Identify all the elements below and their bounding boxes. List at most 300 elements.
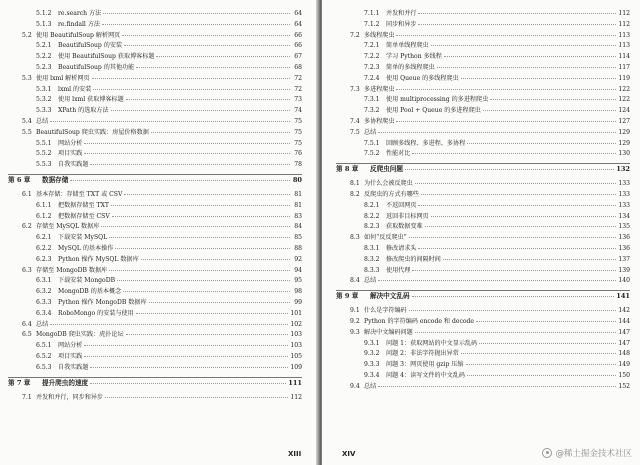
dot-leader: [156, 56, 290, 57]
toc-entry: [36, 234, 302, 242]
toc-entry-page: 84: [294, 223, 302, 231]
dot-leader: [412, 270, 616, 271]
toc-entry-page: 98: [294, 288, 302, 296]
dot-leader: [126, 99, 290, 100]
toc-entry-page: 148: [618, 350, 630, 358]
toc-entry-title: 多线程爬虫: [364, 31, 395, 39]
toc-entry-page: 102: [290, 320, 302, 328]
toc-entry-number: 9.4: [350, 382, 360, 390]
dot-leader: [50, 324, 288, 325]
dot-leader: [109, 270, 290, 271]
dot-leader: [396, 35, 616, 36]
toc-entry-title: 总结: [36, 320, 49, 328]
toc-entry-title: lxml 的安装: [58, 85, 92, 93]
toc-entry-page: 133: [618, 180, 630, 188]
toc-entry: [36, 202, 302, 210]
toc-entry-page: 133: [618, 201, 630, 209]
toc-entry-page: 75: [294, 128, 302, 136]
toc-entry-number: 7.2: [350, 31, 360, 39]
toc-entry-title: 项目实践: [58, 353, 83, 360]
toc-entry-number: 7.5.1: [364, 139, 380, 147]
dot-leader: [101, 226, 290, 227]
dot-leader: [151, 132, 290, 133]
page-folio-right: XIV: [342, 450, 356, 458]
toc-entry-number: 8.3.1: [364, 245, 380, 252]
dot-leader: [112, 216, 290, 217]
dot-leader: [122, 35, 290, 36]
toc-entry-number: 8.2.1: [364, 201, 380, 209]
toc-entry-number: 9.3: [350, 328, 360, 336]
toc-entry-page: 144: [618, 318, 630, 325]
toc-entry-title: 数据存储: [42, 176, 69, 184]
dot-leader: [466, 364, 617, 365]
toc-entry-number: 8.2.2: [364, 212, 380, 220]
toc-entry-title: 反爬虫问题: [370, 165, 403, 174]
dot-leader: [117, 280, 290, 281]
dot-leader: [409, 237, 617, 238]
toc-entry-title: BeautifulSoup 的其他功能: [58, 64, 135, 71]
dot-leader: [425, 226, 617, 227]
dot-leader: [479, 343, 616, 344]
toc-entry-page: 147: [618, 339, 630, 347]
right-page: [322, 0, 640, 465]
toc-entry: [36, 288, 302, 296]
toc-entry-title: 使用 lxml 解析网页: [36, 74, 90, 82]
toc-entry-page: 139: [618, 266, 630, 274]
toc-entry-number: 7.3.1: [364, 96, 380, 104]
dot-leader: [92, 78, 290, 79]
toc-entry: [336, 292, 630, 300]
toc-entry-page: 122: [618, 96, 630, 104]
dot-leader: [418, 13, 616, 14]
toc-entry-page: 113: [618, 31, 630, 39]
toc-entry-title: 把数据存储至 TXT: [58, 201, 109, 209]
toc-entry-page: 122: [618, 85, 630, 93]
toc-entry: [36, 53, 302, 61]
toc-entry-number: 9.3.4: [364, 372, 380, 379]
toc-entry: [364, 340, 630, 348]
toc-entry-number: 7.2.2: [364, 53, 380, 61]
toc-entry-number: 第 7 章: [8, 378, 31, 387]
toc-entry-number: 5.3.2: [36, 96, 52, 104]
toc-entry-title: 自我实践题: [58, 363, 89, 371]
toc-entry-page: 147: [618, 328, 630, 336]
toc-entry: [22, 191, 302, 199]
dot-leader: [90, 367, 288, 368]
dot-leader: [415, 183, 617, 184]
toc-entry-page: 95: [294, 277, 302, 285]
dot-leader: [431, 45, 617, 46]
toc-entry-number: 6.3: [22, 266, 32, 274]
toc-entry: [350, 383, 630, 391]
toc-entry-page: 64: [294, 20, 302, 28]
toc-entry: [350, 277, 630, 285]
toc-entry: [22, 267, 302, 275]
toc-entry-title: 问题 1：获取网站的中文显示乱码: [386, 339, 478, 347]
toc-entry-number: 5.2.1: [36, 42, 52, 50]
toc-entry-page: 136: [618, 234, 630, 242]
toc-entry-page: 72: [294, 85, 302, 93]
dot-leader: [476, 321, 616, 322]
toc-entry-number: 7.5: [350, 128, 360, 136]
toc-entry-page: 72: [294, 74, 302, 82]
toc-entry: [364, 42, 630, 50]
toc-entry-page: 109: [290, 363, 302, 371]
toc-entry: [22, 75, 302, 83]
toc-entry-page: 105: [290, 353, 302, 360]
toc-entry: [350, 129, 630, 137]
toc-entry-title: 回顾多线程、多进程、多协程: [386, 139, 466, 147]
toc-entry: [364, 10, 630, 18]
toc-entry-number: 8.2.3: [364, 223, 380, 231]
toc-entry-page: 129: [618, 139, 630, 147]
dot-leader: [102, 24, 290, 25]
toc-entry-number: 8.2: [350, 191, 360, 198]
toc-entry-number: 7.2.1: [364, 42, 380, 50]
toc-entry-page: 76: [294, 150, 302, 158]
dot-leader: [378, 132, 616, 133]
toc-entry-title: Python 操作 MySQL 数据库: [58, 255, 139, 263]
toc-entry: [364, 53, 630, 61]
toc-entry-title: 使用 Queue 的多线程爬虫: [386, 74, 459, 82]
toc-entry: [350, 329, 630, 337]
toc-entry-number: 7.2.4: [364, 74, 380, 82]
toc-entry-number: 7.3.2: [364, 107, 380, 115]
toc-entry: [22, 321, 302, 329]
toc-entry: [22, 223, 302, 231]
toc-entry: [336, 165, 630, 173]
dot-leader: [412, 296, 615, 297]
toc-entry: [364, 213, 630, 221]
toc-entry-title: 下载安装 MySQL: [58, 234, 108, 242]
toc-entry: [350, 86, 630, 94]
toc-entry-title: 什么是字符编码: [364, 307, 407, 315]
toc-entry-number: 6.2: [22, 223, 32, 231]
toc-entry: [36, 364, 302, 372]
toc-entry-title: 使用 BeautifulSoup 获取博客标题: [58, 53, 155, 61]
dot-leader: [483, 110, 617, 111]
toc-entry-title: 为什么会被反爬虫: [364, 180, 413, 188]
watermark-logo-icon: [542, 448, 552, 458]
toc-entry-number: 9.3.3: [364, 361, 380, 369]
toc-entry-page: 81: [294, 191, 302, 198]
toc-entry: [350, 191, 630, 199]
toc-entry: [36, 107, 302, 115]
toc-entry-number: 第 8 章: [336, 165, 359, 174]
toc-entry: [36, 277, 302, 285]
toc-entry-number: 6.1.2: [36, 212, 52, 220]
toc-entry-page: 136: [618, 245, 630, 252]
dot-leader: [124, 194, 290, 195]
toc-entry: [36, 353, 302, 361]
toc-entry: [364, 64, 630, 72]
toc-entry: [22, 331, 302, 339]
toc-entry-number: 5.1.3: [36, 20, 52, 28]
toc-entry-number: 7.1.1: [364, 10, 380, 17]
toc-entry-title: 存储至 MySQL 数据库: [36, 223, 100, 231]
toc-entry-number: 5.3.3: [36, 107, 52, 115]
toc-entry-number: 5.2.3: [36, 64, 52, 71]
toc-entry-number: 8.3.3: [364, 266, 380, 274]
toc-entry-page: 150: [618, 372, 630, 379]
toc-entry-title: 使用 multiprocessing 的多进程爬虫: [386, 96, 489, 104]
toc-entry-title: MySQL 的基本操作: [58, 245, 114, 252]
toc-entry-title: 简单单线程爬虫: [386, 42, 429, 50]
toc-entry-title: 使用 Pool + Queue 的多进程爬虫: [386, 107, 481, 115]
toc-entry-title: 存储至 MongoDB 数据库: [36, 266, 108, 274]
toc-entry: [364, 223, 630, 231]
toc-entry-title: BeautifulSoup 的安装: [58, 42, 123, 50]
toc-entry-page: 149: [618, 361, 630, 369]
toc-entry-title: 使用代理: [386, 266, 411, 274]
toc-entry-title: 性能对比: [386, 150, 411, 158]
toc-entry-number: 9.3.2: [364, 350, 380, 358]
page-folio-left: XIII: [288, 450, 302, 458]
toc-entry-page: 112: [618, 20, 630, 28]
dot-leader: [90, 164, 290, 165]
toc-entry-page: 103: [290, 342, 302, 350]
toc-entry-number: 9.3.1: [364, 339, 380, 347]
toc-entry-number: 5.3: [22, 74, 32, 82]
toc-entry: [8, 379, 302, 387]
toc-entry: [364, 150, 630, 158]
toc-entry-page: 112: [618, 10, 630, 17]
toc-entry-number: 6.3.2: [36, 288, 52, 296]
toc-entry-number: 8.3.2: [364, 255, 380, 263]
dot-leader: [141, 259, 290, 260]
chapter-rule: [8, 174, 302, 175]
dot-leader: [123, 291, 290, 292]
toc-entry-title: 总结: [36, 118, 49, 125]
toc-entry: [8, 176, 302, 184]
toc-entry: [364, 21, 630, 29]
left-page: [0, 0, 318, 465]
toc-entry-page: 111: [288, 378, 302, 387]
watermark-text: @稀土掘金技术社区: [555, 449, 632, 459]
dot-leader: [461, 353, 617, 354]
dot-leader: [396, 121, 616, 122]
toc-entry: [36, 86, 302, 94]
toc-entry-title: 返回非目标网页: [386, 212, 429, 220]
toc-entry-number: 6.3.3: [36, 299, 52, 306]
toc-entry: [364, 256, 630, 264]
dot-leader: [490, 99, 616, 100]
toc-entry-page: 113: [618, 42, 630, 50]
toc-entry-page: 73: [294, 96, 302, 104]
toc-entry: [364, 372, 630, 380]
toc-entry-title: 基本存储：存储至 TXT 或 CSV: [36, 191, 123, 198]
toc-entry-title: 学习 Python 多线程: [386, 53, 442, 61]
toc-entry: [364, 361, 630, 369]
toc-entry-page: 137: [618, 255, 630, 263]
dot-leader: [124, 45, 290, 46]
toc-entry-number: 6.2.2: [36, 245, 52, 252]
toc-entry-number: 5.1.2: [36, 10, 52, 17]
toc-entry-page: 83: [294, 212, 302, 220]
toc-entry-title: 使用 lxml 获取博客标题: [58, 96, 124, 104]
toc-entry-page: 114: [618, 53, 630, 61]
dot-leader: [444, 56, 617, 57]
toc-entry: [350, 180, 630, 188]
toc-entry-title: 多进程爬虫: [364, 85, 395, 93]
toc-entry: [22, 118, 302, 126]
dot-leader: [84, 143, 290, 144]
toc-entry-title: Python 的字符编码 encode 和 decode: [364, 318, 475, 325]
toc-entry-page: 142: [618, 307, 630, 315]
toc-entry: [364, 75, 630, 83]
dot-leader: [443, 259, 617, 260]
toc-entry-title: 总结: [364, 382, 377, 390]
dot-leader: [84, 356, 288, 357]
dot-leader: [136, 313, 289, 314]
toc-entry: [36, 245, 302, 253]
toc-entry-title: re.findall 方法: [58, 20, 101, 28]
toc-entry-number: 6.1.1: [36, 201, 52, 209]
toc-entry: [22, 129, 302, 137]
dot-leader: [126, 334, 289, 335]
toc-entry-title: 同步和异步: [386, 20, 417, 28]
dot-leader: [115, 248, 290, 249]
toc-entry-title: 如何“反反爬虫”: [364, 234, 407, 242]
toc-entry-page: 103: [290, 331, 302, 339]
toc-entry: [36, 150, 302, 158]
toc-entry: [36, 310, 302, 318]
toc-entry: [36, 140, 302, 148]
toc-entry-number: 6.3.1: [36, 277, 52, 285]
toc-entry-page: 117: [618, 64, 630, 71]
toc-entry-number: 5.3.1: [36, 85, 52, 93]
dot-leader: [467, 375, 616, 376]
toc-entry-page: 81: [294, 201, 302, 209]
toc-entry-page: 119: [618, 74, 630, 82]
toc-entry: [36, 213, 302, 221]
toc-entry-title: 并发和并行，同步和异步: [36, 393, 104, 401]
toc-entry-number: 第 9 章: [336, 292, 359, 301]
toc-entry-number: 6.4: [22, 320, 32, 328]
toc-entry-page: 78: [294, 161, 302, 169]
toc-entry-title: 多协程爬虫: [364, 118, 395, 125]
toc-entry-title: 把数据存储至 CSV: [58, 212, 110, 220]
dot-leader: [405, 169, 614, 170]
toc-entry-page: 141: [616, 292, 630, 301]
toc-entry: [350, 318, 630, 326]
toc-entry: [350, 307, 630, 315]
toc-entry: [36, 64, 302, 72]
toc-entry: [364, 267, 630, 275]
toc-entry-number: 5.2: [22, 31, 32, 39]
toc-entry-number: 5.5.1: [36, 139, 52, 147]
toc-entry-number: 5.5.3: [36, 161, 52, 169]
dot-leader: [90, 383, 286, 384]
dot-leader: [415, 332, 617, 333]
dot-leader: [111, 110, 290, 111]
toc-entry: [350, 234, 630, 242]
toc-entry: [36, 42, 302, 50]
toc-entry-page: 92: [294, 255, 302, 263]
toc-entry-page: 75: [294, 118, 302, 125]
toc-entry: [36, 299, 302, 307]
toc-entry-number: 5.2.2: [36, 53, 52, 61]
toc-entry-title: 修改爬虫的间隔时间: [386, 255, 441, 263]
toc-entry-page: 129: [618, 128, 630, 136]
dot-leader: [111, 205, 290, 206]
dot-leader: [136, 67, 290, 68]
dot-leader: [418, 24, 616, 25]
toc-entry-number: 8.4: [350, 277, 360, 285]
dot-leader: [421, 194, 617, 195]
toc-entry-number: 6.5: [22, 331, 32, 339]
toc-entry-number: 8.3: [350, 234, 360, 242]
dot-leader: [103, 13, 290, 14]
dot-leader: [50, 121, 290, 122]
toc-entry-title: 解决中文乱码: [370, 292, 410, 301]
toc-entry-number: 6.3.4: [36, 309, 52, 317]
toc-entry-page: 130: [618, 150, 630, 158]
toc-entry-page: 94: [294, 266, 302, 274]
dot-leader: [105, 397, 288, 398]
toc-entry-title: 问题 2：非法字符抛出异常: [386, 350, 459, 358]
toc-entry-number: 9.1: [350, 307, 360, 315]
toc-entry-page: 64: [294, 10, 302, 17]
toc-entry-page: 66: [294, 31, 302, 39]
toc-entry-page: 68: [294, 64, 302, 71]
toc-entry-title: 提升爬虫的速度: [42, 378, 89, 387]
dot-leader: [109, 237, 290, 238]
dot-leader: [467, 143, 616, 144]
toc-entry: [364, 107, 630, 115]
toc-entry-number: 8.1: [350, 180, 360, 188]
dot-leader: [431, 216, 617, 217]
toc-entry-number: 6.2.3: [36, 255, 52, 263]
toc-entry: [350, 118, 630, 126]
toc-entry-number: 第 6 章: [8, 176, 31, 184]
toc-entry-title: 总结: [364, 128, 377, 136]
toc-entry-title: 网站分析: [58, 342, 83, 350]
toc-entry-title: 自我实践题: [58, 161, 89, 169]
toc-entry-title: MongoDB 爬虫实践：虎扑论坛: [36, 331, 124, 339]
dot-leader: [418, 248, 616, 249]
toc-entry-title: re.search 方法: [58, 10, 102, 17]
toc-entry: [364, 350, 630, 358]
toc-entry-number: 7.1.2: [364, 20, 380, 28]
toc-entry-page: 80: [292, 176, 302, 184]
toc-entry: [36, 256, 302, 264]
toc-entry: [22, 32, 302, 40]
toc-entry-page: 74: [294, 107, 302, 115]
toc-entry: [22, 394, 302, 402]
dot-leader: [396, 89, 616, 90]
dot-leader: [412, 153, 616, 154]
toc-entry-title: 不返回网页: [386, 201, 417, 209]
dot-leader: [70, 180, 290, 181]
watermark: [542, 447, 632, 459]
toc-entry-page: 99: [294, 299, 302, 306]
toc-entry-page: 66: [294, 42, 302, 50]
toc-entry: [350, 32, 630, 40]
toc-entry-number: 6.5.1: [36, 342, 52, 350]
toc-entry: [364, 96, 630, 104]
toc-entry-number: 6.5.3: [36, 363, 52, 371]
toc-entry-page: 134: [618, 212, 630, 220]
toc-entry-number: 6.2.1: [36, 234, 52, 242]
toc-entry: [36, 342, 302, 350]
dot-leader: [93, 89, 290, 90]
toc-entry-page: 133: [618, 191, 630, 198]
toc-entry-number: 7.4: [350, 118, 360, 125]
toc-entry: [36, 10, 302, 18]
toc-entry-number: 6.1: [22, 191, 32, 198]
dot-leader: [418, 205, 616, 206]
